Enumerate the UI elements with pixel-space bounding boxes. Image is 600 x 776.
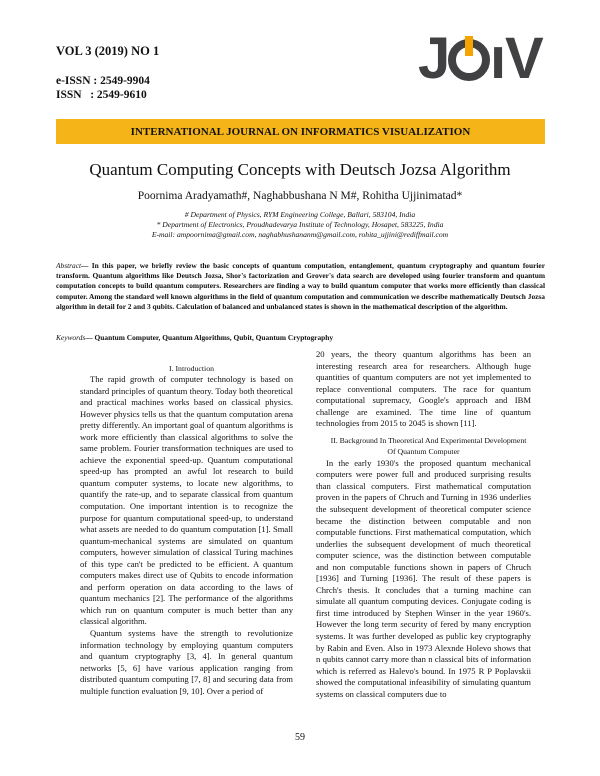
intro-paragraph-1: The rapid growth of computer technology is based on standard principles of quantum theory. Today both theoretical and practical machines works based on classical physics. However physics tells us that the quantum computation arena pretty differently. An important goal of quantum algorithms is work more efficiently than classical algorithms to solve the same problem. Fourier transformation techniques are used to achieve the exponential speed-up. Quantum computational speed-up has prompted an awful lot research to build quantum computer systems, to locate new algorithms, to quantify the rate-up, and to separate classical from quantum computation. One important intention is to recognize the purpose for quantum computational speed-up, to understand what assets are needed to do quantum computation [1]. Small quantum-mechanical systems are simulated on quantum computers, however simulation of classical Turing machines of this type can't be predicted to be efficient. A quantum computers makes direct use of Qubits to encode information and perform operation on data according to the laws of quantum mechanics [2]. The performance of the algorithms which run on quantum computer is much better than any classical algorithm. xyxy=(80,374,293,627)
keywords-label: Keywords xyxy=(56,333,86,342)
eissn-label: e-ISSN : 2549-9904 xyxy=(56,75,150,87)
issn-label: ISSN : 2549-9610 xyxy=(56,89,147,101)
issn-block xyxy=(56,74,150,102)
abstract-text: — In this paper, we briefly review the basic concepts of quantum computation, entanglement, quantum cryptography and quantum fourier transform. Quantum algorithms like Deutsch Jozsa, Shor's factorization and Grover's data search are developed using fourier transform and quantum computation concepts to build quantum computers. Researchers are finding a way to build quantum computer that works more efficiently than classical computer. Among the standard well known algorithms in the field of quantum computation and communication we describe mathematically Deutsch Jozsa algorithm in detail for 2 and 3 qubits. Calculation of balanced and unbalanced states is shown in the mathematical description of the algorithm. xyxy=(56,261,545,311)
journal-banner xyxy=(56,119,545,144)
affiliation-2: * Department of Electronics, Proudhadevarya Institute of Technology, Hosapet, 583225, India xyxy=(156,220,444,229)
logo-letter-j: J xyxy=(418,26,451,90)
keywords xyxy=(56,333,545,342)
paper-title: Quantum Computing Concepts with Deutsch Jozsa Algorithm xyxy=(89,160,511,179)
affiliation-1: # Department of Physics, RYM Engineering College, Ballari, 583104, India xyxy=(184,210,416,219)
logo-power-bar xyxy=(465,36,473,56)
logo-letter-i: ı xyxy=(490,26,507,90)
volume-label: VOL 3 (2019) NO 1 xyxy=(56,44,160,58)
author-list: Poornima Aradyamath#, Naghabbushana N M#, Rohitha Ujjinimatad* xyxy=(137,190,463,202)
section-heading-introduction: I. Introduction xyxy=(168,364,215,373)
right-paragraph-2: In the early 1930's the proposed quantum mechanical computers were power full and produced surprising results than classical computers. First mathematical computation proven in the papers of Chruch and Turning in 1936 underlies the subsequent development of theoretical computer science became the distinction between computable and non computable functions. First mathematical computation, which underlies the subsequent development of much theoretical computer science, was the distinction between computable and non computable functions shown in papers of Chruch [1936] and Turning [1936]. The result of these papers is Chrch's thesis. It concludes that a turning machine can simulate all quantum computing devices. Conjugate coding is first time introduced by Stephen Winser in the year 1960's. However the long term security of fered by many encryption systems. It was further developed as public key cryptography by Rabin and Even. Also in 1973 Alexnde Holevo shows that n qubits cannot carry more than n classical bits of information which is referred as Halevo's bound. In 1975 R P Poplavskii showed the computational infeasibility of simulating quantum systems on classical computers due to xyxy=(316,457,531,699)
journal-title: INTERNATIONAL JOURNAL ON INFORMATICS VISUALIZATION xyxy=(130,126,471,138)
logo-letter-v: V xyxy=(505,26,544,90)
left-column xyxy=(80,363,293,697)
keywords-text: — Quantum Computer, Quantum Algorithms, Qubit, Quantum Cryptography xyxy=(85,333,334,342)
abstract-label: Abstract xyxy=(56,261,82,270)
joiv-logo xyxy=(418,26,548,90)
abstract xyxy=(56,261,545,312)
author-emails: E-mail: ampoornima@gmail.com, naghabhushananm@gmail.com, rohita_ujjini@rediffmail.com xyxy=(151,230,449,239)
right-column xyxy=(316,349,531,700)
right-paragraph-1: 20 years, the theory quantum algorithms has been an interesting research area for researchers. Although huge quantities of quantum computers are not yet implemented to replace conventional computers. The race for quantum computational supremacy, Google's approach and IBM challenge are examined. The time line of quantum technologies from 2015 to 2045 is shown [11]. xyxy=(316,349,531,429)
page-number: 59 xyxy=(295,732,305,743)
section-heading-background: II. Background In Theoretical And Experimental Development Of Quantum Computer xyxy=(330,435,527,456)
intro-paragraph-2: Quantum systems have the strength to revolutionize information technology by employing quantum computers and quantum cryptography [3, 4]. In general quantum networks [5, 6] have various application ranging from distributed quantum computing [7, 8] and securing data from multiple function evaluation [9, 10]. Over a period of xyxy=(80,628,293,696)
